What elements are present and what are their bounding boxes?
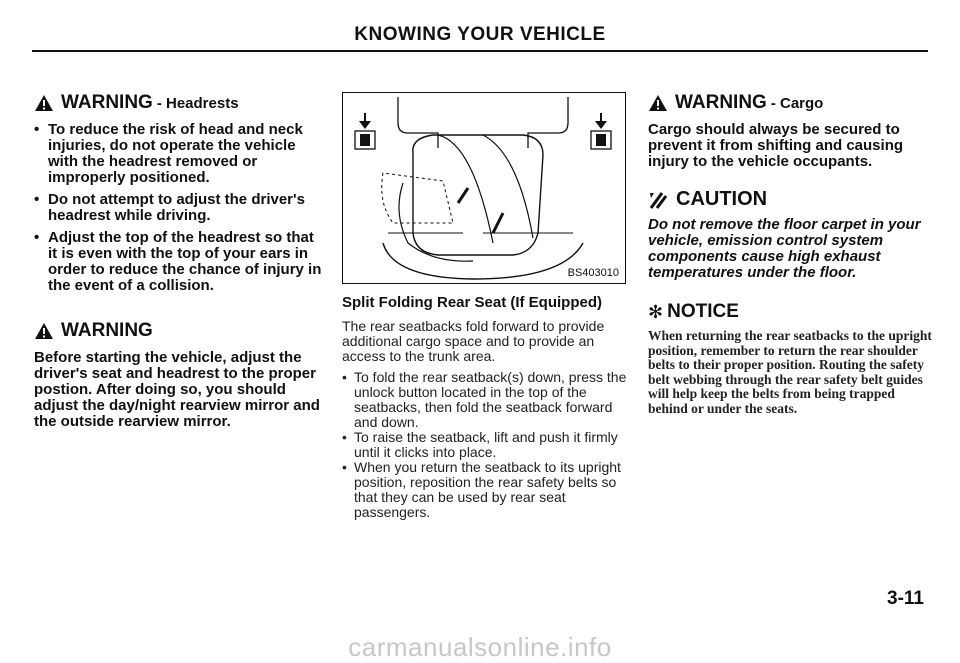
header-divider: [32, 50, 928, 52]
notice-heading: [648, 301, 933, 323]
warning-headrests-heading: [34, 92, 324, 114]
list-item: • Adjust the top of the headrest so that it is even with the top of your ears in order to reduce the chance of injury in the event of a collision.: [34, 230, 324, 294]
caution-body: Do not remove the floor carpet in your vehicle, emission control system components cause high exhaust temperatures under the floor.: [648, 216, 921, 281]
list-item: • To reduce the risk of head and neck injuries, do not operate the vehicle with the headrest removed or improperly positioned.: [34, 122, 324, 186]
page-number: 3-11: [887, 588, 924, 609]
middle-column: [342, 92, 627, 520]
rear-seat-figure: [342, 92, 626, 284]
split-seat-list: [342, 370, 627, 520]
warning-triangle-icon: [34, 322, 54, 340]
warning-cargo-body: Cargo should always be secured to prevent it from shifting and causing injury to the vehicle occupants.: [648, 121, 904, 170]
caution-heading: [648, 188, 933, 211]
notice-title: NOTICE: [667, 301, 739, 322]
warning-headrests-title: WARNING: [61, 92, 153, 113]
warning-triangle-icon: [648, 94, 668, 112]
caution-title: CAUTION: [676, 188, 768, 210]
notice-body: When returning the rear seatbacks to the upright position, remember to return the rear shoulder belts to their proper position. Routing the safety belt webbing through the rear safety belt guides will help keep the belts from being trapped behind or under the seats.: [648, 328, 932, 416]
left-column: [34, 92, 324, 430]
asterisk-icon: ✻: [648, 301, 664, 322]
warning-cargo-heading: [648, 92, 933, 114]
figure-code: BS403010: [567, 267, 619, 279]
warning-cargo-subtitle: - Cargo: [770, 94, 824, 112]
page-header-title: KNOWING YOUR VEHICLE: [354, 24, 606, 45]
list-item: • When you return the seatback to its upright position, reposition the rear safety belts so that they can be used by rear seat passengers.: [342, 460, 627, 520]
warning-headrests-list: [34, 122, 324, 294]
warning-headrests-subtitle: - Headrests: [156, 94, 239, 112]
warning-seat-body: Before starting the vehicle, adjust the driver's seat and headrest to the proper postion. After doing so, you should adjust the day/night rearview mirror and the outside rearview mirror.: [34, 349, 320, 430]
caution-slash-icon: [648, 190, 668, 210]
warning-triangle-icon: [34, 94, 54, 112]
right-column: [648, 92, 933, 416]
warning-seat-heading: [34, 320, 324, 342]
list-item: • To fold the rear seatback(s) down, press the unlock button located in the top of the seatbacks, then fold the seatback forward and down.: [342, 370, 627, 430]
list-item: • To raise the seatback, lift and push it firmly until it clicks into place.: [342, 430, 627, 460]
list-item: • Do not attempt to adjust the driver's headrest while driving.: [34, 192, 324, 224]
watermark: carmanualsonline.info: [348, 632, 612, 662]
warning-seat-title: WARNING: [61, 320, 153, 341]
split-seat-title: Split Folding Rear Seat (If Equipped): [342, 294, 603, 311]
rear-seat-illustration-icon: [343, 93, 625, 283]
warning-cargo-title: WARNING: [675, 92, 767, 113]
split-seat-intro: The rear seatbacks fold forward to provide additional cargo space and to provide an access to the trunk area.: [342, 318, 605, 364]
